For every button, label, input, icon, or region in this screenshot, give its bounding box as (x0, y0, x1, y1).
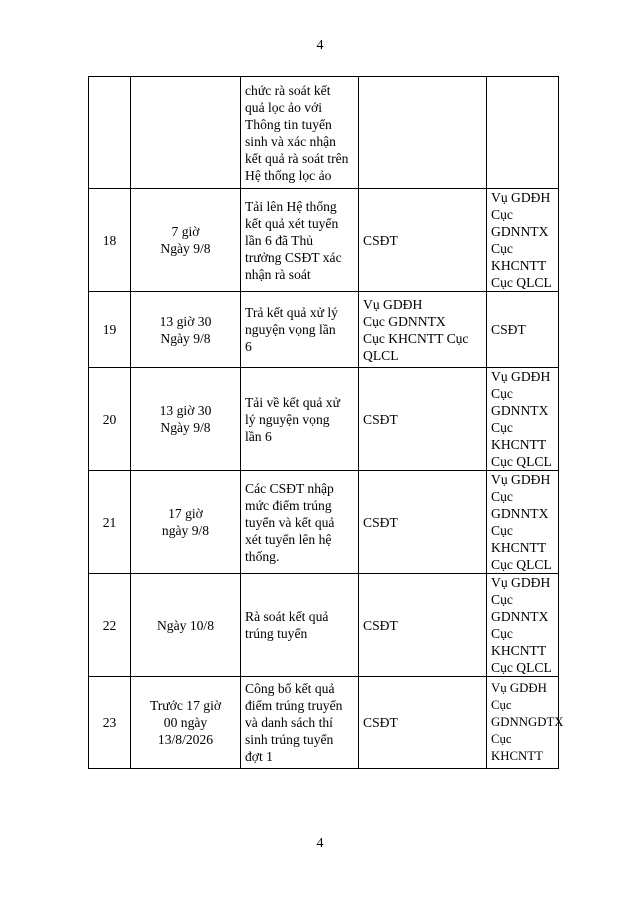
lead-unit-line: CSĐT (363, 617, 398, 633)
table-row (89, 189, 559, 292)
task-line: sinh và xác nhận (245, 133, 336, 149)
task-line: nhận rà soát (245, 266, 311, 282)
task-line: lần 6 đã Thủ (245, 232, 314, 248)
task-line: trúng tuyển (245, 626, 308, 641)
lead-unit-cell (359, 368, 487, 471)
page-number-top: 4 (316, 38, 324, 53)
coordinating-unit-line: Vụ GDĐH (491, 472, 551, 487)
lead-unit-line: CSĐT (363, 232, 398, 248)
coordinating-unit-line: Cục GDNNTX (491, 489, 549, 521)
time-line: 17 giờ (168, 506, 203, 521)
coordinating-unit-line: Cục KHCNTT (491, 626, 547, 658)
table-row (89, 471, 559, 574)
coordinating-unit-line: Cục GDNNTX (491, 592, 549, 624)
lead-unit-line: Cục GDNNTX (363, 313, 446, 329)
task-line: Các CSĐT nhập (245, 480, 334, 496)
time-cell (131, 368, 241, 471)
task-line: Hệ thống lọc ảo (245, 167, 332, 183)
coordinating-unit-line: Vụ GDĐH (491, 681, 547, 695)
time-line: Ngày 9/8 (160, 330, 211, 346)
task-line: lần 6 (245, 428, 272, 444)
task-line: Công bố kết quả (245, 681, 335, 696)
coordinating-unit-cell (487, 77, 559, 189)
coordinating-unit-line: Vụ GDĐH (491, 369, 551, 384)
lead-unit-line: Vụ GDĐH (363, 296, 423, 312)
time-line: ngày 9/8 (161, 523, 210, 538)
task-line: kết quả xét tuyển (245, 215, 339, 231)
task-cell (241, 368, 359, 471)
task-line: kết quả rà soát trên (245, 150, 349, 166)
task-line: Thông tin tuyển (245, 116, 332, 132)
task-line: tuyển và kết quả (245, 514, 335, 530)
table-row (89, 292, 559, 368)
task-line: sinh trúng tuyển (245, 732, 334, 747)
row-number-cell: 21 (89, 471, 131, 574)
time-line: 00 ngày (163, 715, 208, 730)
coordinating-unit-cell (487, 189, 559, 292)
coordinating-unit-line: Vụ GDĐH (491, 190, 551, 205)
task-line: trưởng CSĐT xác (245, 249, 342, 265)
task-cell (241, 677, 359, 769)
schedule-table (88, 76, 564, 769)
table-row (89, 368, 559, 471)
task-line: 6 (245, 339, 252, 354)
table-row (89, 574, 559, 677)
task-cell (241, 189, 359, 292)
lead-unit-cell (359, 189, 487, 292)
row-number-cell: 20 (89, 368, 131, 471)
task-line: Trả kết quả xử lý (245, 305, 338, 320)
time-cell (131, 77, 241, 189)
task-cell (241, 292, 359, 368)
lead-unit-line: Cục KHCNTT Cục (363, 330, 469, 346)
time-line: Ngày 9/8 (160, 420, 211, 435)
coordinating-unit-line: Cục QLCL (491, 557, 552, 572)
task-cell (241, 574, 359, 677)
task-line: nguyện vọng lần (245, 322, 336, 337)
task-cell (241, 471, 359, 574)
coordinating-unit-line: Cục GDNNTX (491, 386, 549, 418)
coordinating-unit-line: Cục QLCL (491, 454, 552, 469)
task-line: Tải về kết quả xử (245, 394, 340, 410)
time-cell (131, 574, 241, 677)
coordinating-unit-line: Cục KHCNTT (491, 523, 547, 555)
task-line: xét tuyển lên hệ (245, 531, 332, 547)
task-line: điểm trúng truyển (245, 698, 343, 713)
task-line: chức rà soát kết (245, 82, 331, 98)
coordinating-unit-line: Cục QLCL (491, 275, 552, 290)
time-line: 7 giờ (171, 224, 200, 239)
task-line: lý nguyện vọng (245, 411, 330, 427)
lead-unit-line: CSĐT (363, 715, 398, 730)
table-row (89, 77, 559, 189)
task-line: Tải lên Hệ thống (245, 198, 337, 214)
coordinating-unit-line: Cục GDNNTX (491, 207, 549, 239)
time-line: 13 giờ 30 (159, 403, 212, 418)
task-line: và danh sách thí (245, 715, 333, 730)
task-line: mức điểm trúng (245, 497, 332, 513)
lead-unit-line: CSĐT (363, 514, 398, 530)
coordinating-unit-line: Cục KHCNTT (491, 420, 547, 452)
coordinating-unit-line: CSĐT (491, 322, 526, 337)
row-number-cell (89, 77, 131, 189)
lead-unit-cell (359, 471, 487, 574)
schedule-table-body (89, 77, 564, 769)
row-number-cell: 23 (89, 677, 131, 769)
coordinating-unit-cell (487, 574, 559, 677)
task-line: quả lọc ảo với (245, 99, 323, 115)
time-line: 13 giờ 30 (159, 313, 212, 329)
row-number-cell: 22 (89, 574, 131, 677)
page-number-bottom: 4 (316, 836, 324, 851)
lead-unit-cell (359, 292, 487, 368)
coordinating-unit-cell (487, 677, 564, 769)
lead-unit-cell (359, 574, 487, 677)
coordinating-unit-line: Cục QLCL (491, 660, 552, 675)
lead-unit-line: QLCL (363, 347, 399, 363)
coordinating-unit-cell (487, 471, 559, 574)
lead-unit-cell (359, 677, 487, 769)
task-cell (241, 77, 359, 189)
task-line: Rà soát kết quả (245, 609, 329, 624)
time-cell (131, 677, 241, 769)
coordinating-unit-cell (487, 368, 559, 471)
row-number-cell: 19 (89, 292, 131, 368)
coordinating-unit-line: Cục KHCNTT (491, 241, 547, 273)
row-number-cell: 18 (89, 189, 131, 292)
lead-unit-cell (359, 77, 487, 189)
time-cell (131, 292, 241, 368)
time-line: 13/8/2026 (157, 732, 214, 747)
task-line: thống. (245, 548, 280, 564)
time-cell (131, 189, 241, 292)
table-row (89, 677, 559, 769)
time-line: Trước 17 giờ (149, 698, 222, 713)
lead-unit-line: CSĐT (363, 411, 398, 427)
time-line: Ngày 9/8 (160, 241, 211, 256)
time-line: Ngày 10/8 (156, 617, 214, 633)
coordinating-unit-line: Cục KHCNTT (491, 732, 543, 763)
coordinating-unit-line: Cục GDNNGDTX (491, 698, 564, 729)
task-line: đợt 1 (245, 749, 273, 764)
coordinating-unit-line: Vụ GDĐH (491, 575, 551, 590)
coordinating-unit-cell (487, 292, 559, 368)
time-cell (131, 471, 241, 574)
